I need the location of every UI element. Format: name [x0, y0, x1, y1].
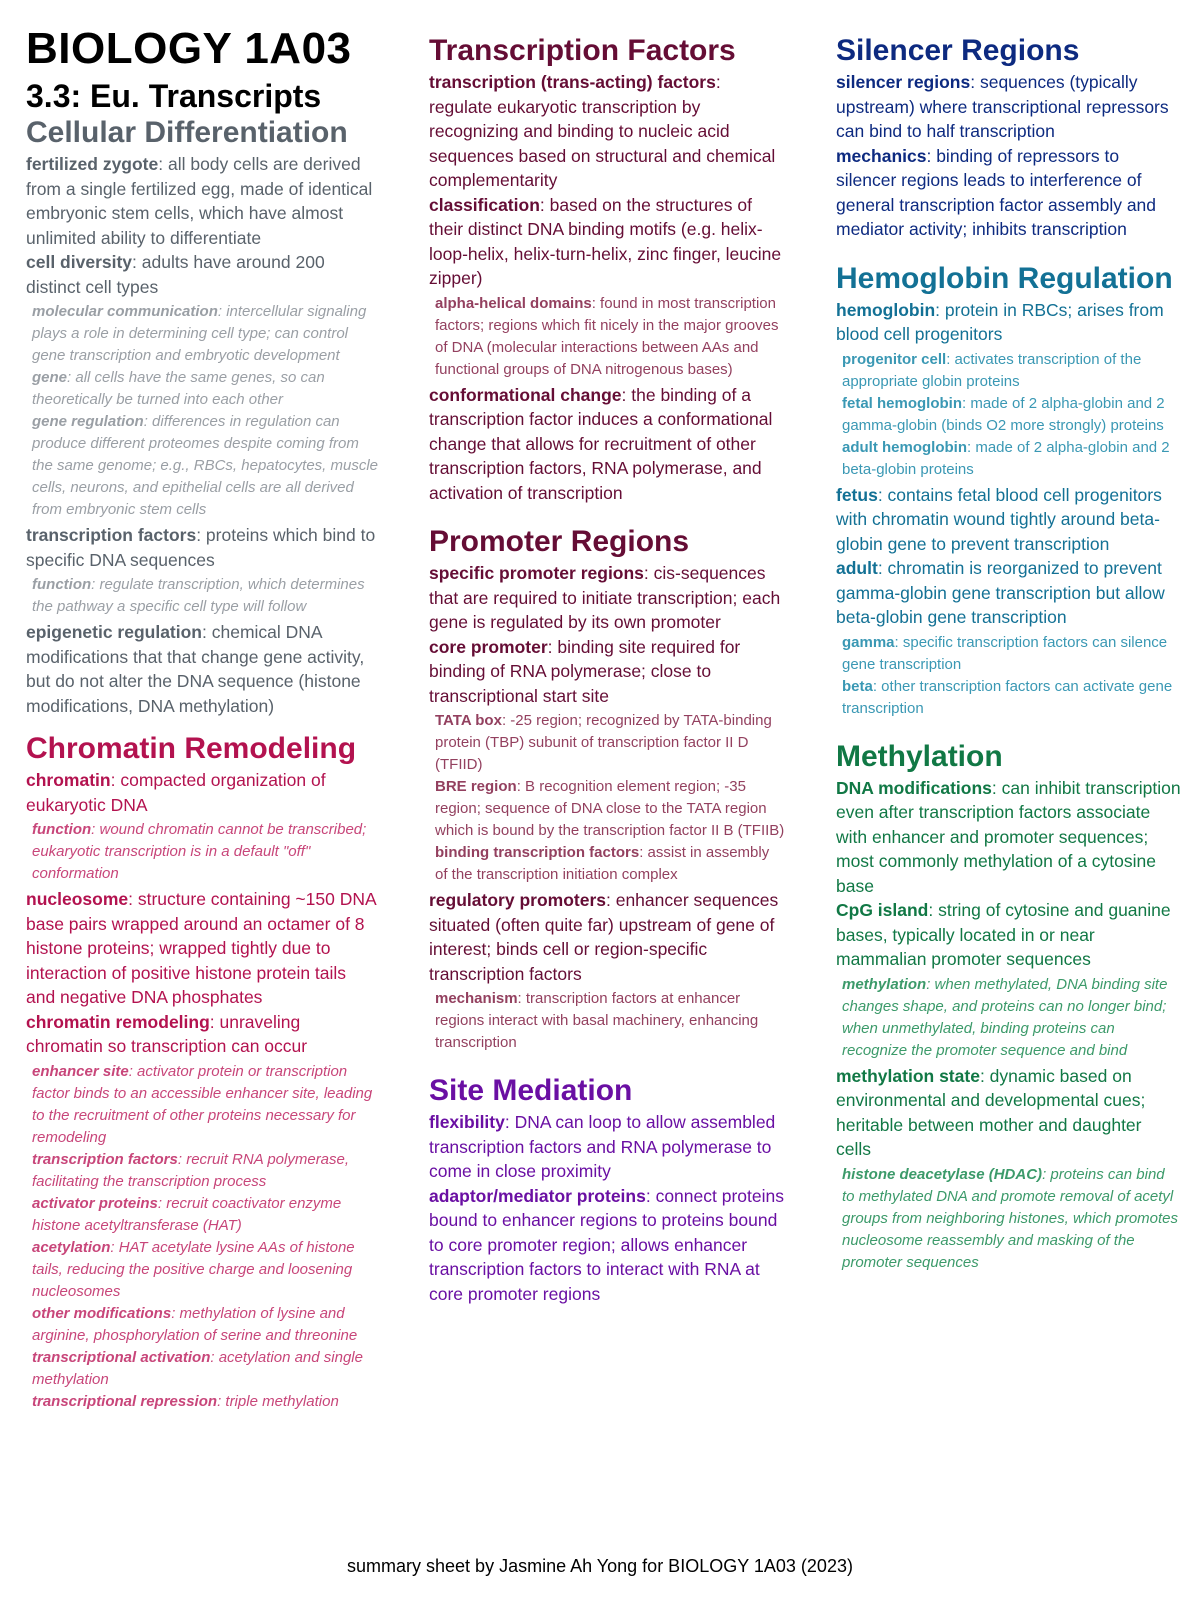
section-transcription-factors — [429, 34, 785, 505]
entry: transcription (trans-acting) factors: regulate eukaryotic transcription by recognizing and binding to nucleic acid sequences based on structural and chemical complementarity — [429, 72, 776, 190]
sub-entries — [836, 974, 1181, 1062]
entry: hemoglobin: protein in RBCs; arises from blood cell progenitors — [836, 299, 1164, 344]
sub-entry: adult hemoglobin: made of 2 alpha-globin and 2 beta-globin proteins — [842, 438, 1170, 478]
sub-entry: acetylation: HAT acetylate lysine AAs of histone tails, reducing the positive charge and loosening nucleosomes — [32, 1238, 355, 1300]
entry: CpG island: string of cytosine and guanine bases, typically located in or near mammalian promoter sequences — [836, 900, 1171, 969]
section-promoter-regions — [429, 525, 785, 1054]
section-hemoglobin-regulation — [836, 262, 1181, 720]
sub-entry: histone deacetylase (HDAC): proteins can bind to methylated DNA and promote removal of acetyl groups from neighboring histones, which promotes nucleosome reassembly and masking of the promoter sequences — [842, 1165, 1179, 1271]
page-title: BIOLOGY 1A03 — [26, 24, 352, 73]
section-title: Site Mediation — [429, 1074, 633, 1107]
entry: epigenetic regulation: chemical DNA modifications that that change gene activity, but do not alter the DNA sequence (histone modifications, DNA methylation) — [26, 622, 365, 716]
sub-entries — [429, 293, 785, 381]
entry: transcription factors: proteins which bind to specific DNA sequences — [26, 525, 376, 570]
entry: classification: based on the structures of their distinct DNA binding motifs (e.g. helix-loop-helix, helix-turn-helix, zinc finger, leucine zipper) — [429, 194, 782, 288]
sub-entry: progenitor cell: activates transcription of the appropriate globin proteins — [842, 350, 1142, 390]
sub-entry: transcription factors: recruit RNA polymerase, facilitating the transcription process — [32, 1150, 350, 1190]
sub-entry: transcriptional repression: triple methylation — [32, 1392, 339, 1410]
column-right — [836, 34, 1181, 1294]
section-title: Transcription Factors — [429, 34, 736, 67]
sub-entries — [836, 1164, 1181, 1274]
entry: fertilized zygote: all body cells are derived from a single fertilized egg, made of identical embryonic stem cells, which have almost unlimited ability to differentiate — [26, 154, 373, 248]
sub-entry: mechanism: transcription factors at enhancer regions interact with basal machinery, enhancing transcription — [435, 990, 759, 1051]
sub-entries — [429, 710, 785, 886]
column-middle — [429, 34, 785, 1326]
section-chromatin-remodeling — [26, 732, 378, 1413]
sub-entries — [836, 349, 1181, 481]
entry: adaptor/mediator proteins: connect proteins bound to enhancer regions to proteins bound to core promoter region; allows enhancer transcription factors to interact with RNA at core promoter regions — [429, 1185, 784, 1304]
section-title: Promoter Regions — [429, 525, 690, 558]
entry: silencer regions: sequences (typically upstream) where transcriptional repressors can bind to half transcription — [836, 72, 1169, 141]
sub-entry: function: wound chromatin cannot be transcribed; eukaryotic transcription is in a default "off" conformation — [32, 821, 367, 882]
section-title: Hemoglobin Regulation — [836, 261, 1173, 295]
entry: fetus: contains fetal blood cell progenitors with chromatin wound tightly around beta-globin gene to prevent transcription — [836, 484, 1162, 554]
entry: nucleosome: structure containing ~150 DNA base pairs wrapped around an octamer of 8 histone proteins; wrapped tightly due to interaction of positive histone protein tails and negative DNA phosphates — [26, 889, 376, 1007]
sub-entry: function: regulate transcription, which determines the pathway a specific cell type will follow — [32, 576, 365, 615]
entry: conformational change: the binding of a transcription factor induces a conformational change that allows for recruitment of other transcription factors, RNA polymerase, and activation of transcription — [429, 384, 773, 503]
entry: flexibility: DNA can loop to allow assembled transcription factors and RNA polymerase to come in close proximity — [429, 1112, 776, 1181]
entry: methylation state: dynamic based on environmental and developmental cues; heritable between mother and daughter cells — [836, 1065, 1146, 1159]
section-title: Chromatin Remodeling — [26, 732, 357, 765]
entry: adult: chromatin is reorganized to prevent gamma-globin gene transcription but allow beta-globin gene transcription — [836, 558, 1165, 627]
section-title: Cellular Differentiation — [26, 116, 348, 149]
sub-entry: enhancer site: activator protein or transcription factor binds to an accessible enhancer site, leading to the recruitment of other proteins necessary for remodeling — [32, 1062, 373, 1146]
section-cellular-differentiation — [26, 116, 378, 718]
entry: DNA modifications: can inhibit transcription even after transcription factors associate with enhancer and promoter sequences; most commonly methylation of a cytosine base — [836, 777, 1181, 896]
sub-entry: activator proteins: recruit coactivator enzyme histone acetyltransferase (HAT) — [32, 1194, 342, 1234]
sub-entry: gene regulation: differences in regulation can produce different proteomes despite coming from the same genome; e.g., RBCs, hepatocytes, muscle cells, neurons, and epithelial cells are all derived from embryonic stem cells — [32, 413, 379, 518]
entry: mechanics: binding of repressors to silencer regions leads to interference of general transcription factor assembly and mediator activity; inhibits transcription — [836, 145, 1157, 239]
section-silencer-regions — [836, 34, 1181, 242]
sub-entry: molecular communication: intercellular signaling plays a role in determining cell type; can control gene transcription and embryotic development — [32, 303, 367, 364]
column-left — [26, 24, 378, 1427]
page-subtitle: 3.3: Eu. Transcripts — [26, 78, 322, 114]
sub-entries — [26, 1061, 378, 1413]
sub-entry: other modifications: methylation of lysine and arginine, phosphorylation of serine and threonine — [32, 1304, 358, 1344]
entry: chromatin: compacted organization of eukaryotic DNA — [26, 770, 326, 815]
section-methylation — [836, 740, 1181, 1274]
sub-entry: beta: other transcription factors can activate gene transcription — [842, 677, 1173, 717]
sub-entry: gamma: specific transcription factors can silence gene transcription — [842, 633, 1168, 673]
section-site-mediation — [429, 1074, 785, 1306]
sub-entries — [429, 988, 785, 1054]
sub-entry: BRE region: B recognition element region; -35 region; sequence of DNA close to the TATA region which is bound by the transcription factor II B (TFIIB) — [435, 778, 785, 839]
sub-entry: TATA box: -25 region; recognized by TATA-binding protein (TBP) subunit of transcription factor II D (TFIID) — [435, 712, 772, 773]
sub-entry: transcriptional activation: acetylation and single methylation — [32, 1348, 363, 1388]
sub-entries — [26, 301, 378, 521]
entry: core promoter: binding site required for binding of RNA polymerase; close to transcriptional start site — [429, 636, 741, 706]
sub-entries — [26, 819, 378, 885]
section-title: Methylation — [836, 739, 1003, 773]
sub-entry: binding transcription factors: assist in assembly of the transcription initiation complex — [435, 844, 770, 883]
section-title: Silencer Regions — [836, 34, 1080, 67]
sub-entry: methylation: when methylated, DNA binding site changes shape, and proteins can no longer bind; when unmethylated, binding proteins can recognize the promoter sequence and bind — [842, 975, 1168, 1059]
sub-entry: fetal hemoglobin: made of 2 alpha-globin and 2 gamma-globin (binds O2 more strongly) proteins — [842, 394, 1165, 434]
sub-entry: gene: all cells have the same genes, so can theoretically be turned into each other — [32, 369, 325, 408]
entry: regulatory promoters: enhancer sequences situated (often quite far) upstream of gene of interest; binds cell or region-specific transcription factors — [429, 890, 779, 984]
sub-entry: alpha-helical domains: found in most transcription factors; regions which fit nicely in the major grooves of DNA (molecular interactions between AAs and functional groups of DNA nitrogenous bases) — [435, 294, 779, 378]
entry: specific promoter regions: cis-sequences that are required to initiate transcription; each gene is regulated by its own promoter — [429, 563, 781, 632]
entry: chromatin remodeling: unraveling chromatin so transcription can occur — [26, 1011, 308, 1056]
entry: cell diversity: adults have around 200 distinct cell types — [26, 252, 325, 297]
sub-entries — [836, 632, 1181, 720]
sub-entries — [26, 574, 378, 618]
footer-credit: summary sheet by Jasmine Ah Yong for BIOLOGY 1A03 (2023) — [347, 1556, 853, 1576]
